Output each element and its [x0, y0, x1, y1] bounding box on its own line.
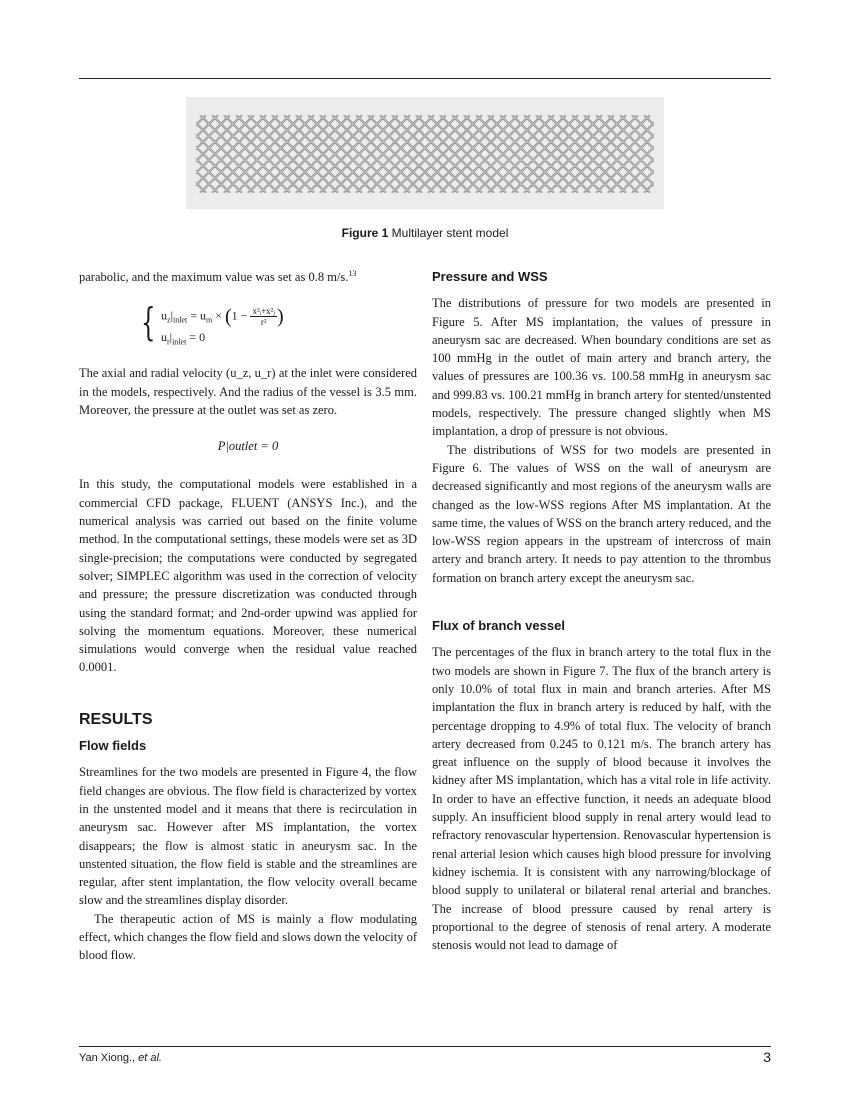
right-column [432, 268, 771, 954]
paragraph-flux: The percentages of the flux in branch artery to the total flux in the two models are shown in Figure 7. The flux of the branch artery is only 10.0% of total flux in main and branch arteries. After MS implantation the flux in branch artery is reduced by half, with the percentage dropping to 4.9% of total flux. The velocity of branch artery decreased from 0.245 to 0.121 m/s. The branch artery has great influence on the supply of blood because it involves the kidney after MS implantation, which has a vital role in life activity. In order to have an effective function, it needs an adequate blood supply. An insufficient blood supply in renal artery would lead to refractory renovascular hypertension. Renovascular hypertension is renal arterial lesion which causes high blood pressure for involving kidney ischemia. It is consistent with any narrowing/blockage of blood supply to unilateral or bilateral renal arterial and branches. The increase of blood pressure caused by renal artery is proportional to the degree of stenosis of renal artery. A moderate stenosis would not lead to damage of [432, 645, 771, 953]
subsection-heading-pressure-wss: Pressure and WSS [432, 269, 548, 284]
figure-caption [0, 226, 850, 240]
equation-brace: { [141, 300, 156, 345]
inlet-velocity-equation [79, 298, 417, 354]
figure-caption-text: Multilayer stent model [391, 226, 509, 240]
paragraph-pressure: The distributions of pressure for two models are presented in Figure 5. After MS implantation, the values of pressure in aneurysm sac are decreased. When boundary conditions are set as 100 mmHg in the outlet of main artery and branch artery, the values of pressures are 100.36 vs. 100.58 mmHg in aneurysm sac and 999.83 vs. 100.21 mmHg in branch artery for stented/unstented models, respectively. The pressure changed slightly when MS implantation, a drop of pressure is not obvious. [432, 296, 771, 439]
figure-caption-label: Figure 1 [341, 226, 389, 240]
paragraph-wss: The distributions of WSS for two models are presented in Figure 6. The values of WSS on the wall of aneurysm are decreased significantly and most regions of the aneurysm walls are changed as the low-WSS regions After MS implantation. At the same time, the values of WSS on the branch artery reduced, and the low-WSS region appears in the upstream of intercross of main artery and branch artery. It needs to pay attention to the thrombus formation on branch artery except the aneurysm sac. [432, 442, 771, 585]
header-rule [79, 78, 771, 79]
footer-rule [79, 1046, 771, 1047]
footer-author: Yan Xiong., et al. [79, 1052, 162, 1064]
paragraph-therapeutic-action: The therapeutic action of MS is mainly a flow modulating effect, which changes the flow field and slows down the velocity of blood flow. [79, 911, 417, 963]
equation-line-radial: $u_r|_{inlet} = 0$ [161, 330, 206, 347]
stent-model-figure [186, 97, 664, 209]
paragraph-axial-velocity: The axial and radial velocity (u_z, u_r) at the inlet were considered in the models, respectively. And the radius of the vessel is 3.5 mm. Moreover, the pressure at the outlet was set as zero. [79, 366, 417, 417]
equation-fraction: $\frac{\text{x²ᵢ+x²ⱼ}}{\text{r²}}$ [252, 306, 275, 328]
page-number: 3 [763, 1049, 771, 1065]
stent-mesh-image [186, 97, 664, 209]
section-heading-results: RESULTS [79, 710, 153, 728]
paragraph-flow-fields: Streamlines for the two models are presented in Figure 4, the flow field changes are obvious. The flow field is characterized by vortex in the unstented model and it means that there is recirculation in aneurysm sac. However after MS implantation, the vortex disappears; the flow is almost static in aneurysm sac. In the unstented situation, the flow field is stable and the streamlines are regular, after stent implantation, the flow velocity overall became slow and the streamlines display disorder. [79, 765, 417, 908]
paragraph-cfd-setup: In this study, the computational models were established in a commercial CFD package, FLUENT (ANSYS Inc.), and the numerical analysis was carried out based on the finite volume method. In the computational settings, these models were set as 3D single-precision; the computations were conducted by segregated solver; SIMPLEC algorithm was used in the correction of velocity and pressure; the pressure discretization was conducted through using the standard format; and 2nd-order upwind was applied for solving the momentum equations. Moreover, these numerical simulations would converge when the residual value reached 0.0001. [79, 477, 417, 675]
outlet-pressure-equation: P|outlet = 0 [217, 439, 279, 454]
subsection-heading-flux: Flux of branch vessel [432, 618, 565, 634]
paragraph-intro: parabolic, and the maximum value was set as 0.8 m/s.$^{13}$ [79, 268, 357, 284]
reference-13[interactable]: 13 [348, 268, 357, 278]
equation-line-axial: $u_z|_{inlet} = u_m \times (1$ − $\frac{\text{x²ᵢ+x²ⱼ}}{\text{r²}}$ ) [161, 305, 284, 328]
subsection-heading-flow-fields: Flow fields [79, 738, 147, 754]
left-column [79, 268, 417, 965]
